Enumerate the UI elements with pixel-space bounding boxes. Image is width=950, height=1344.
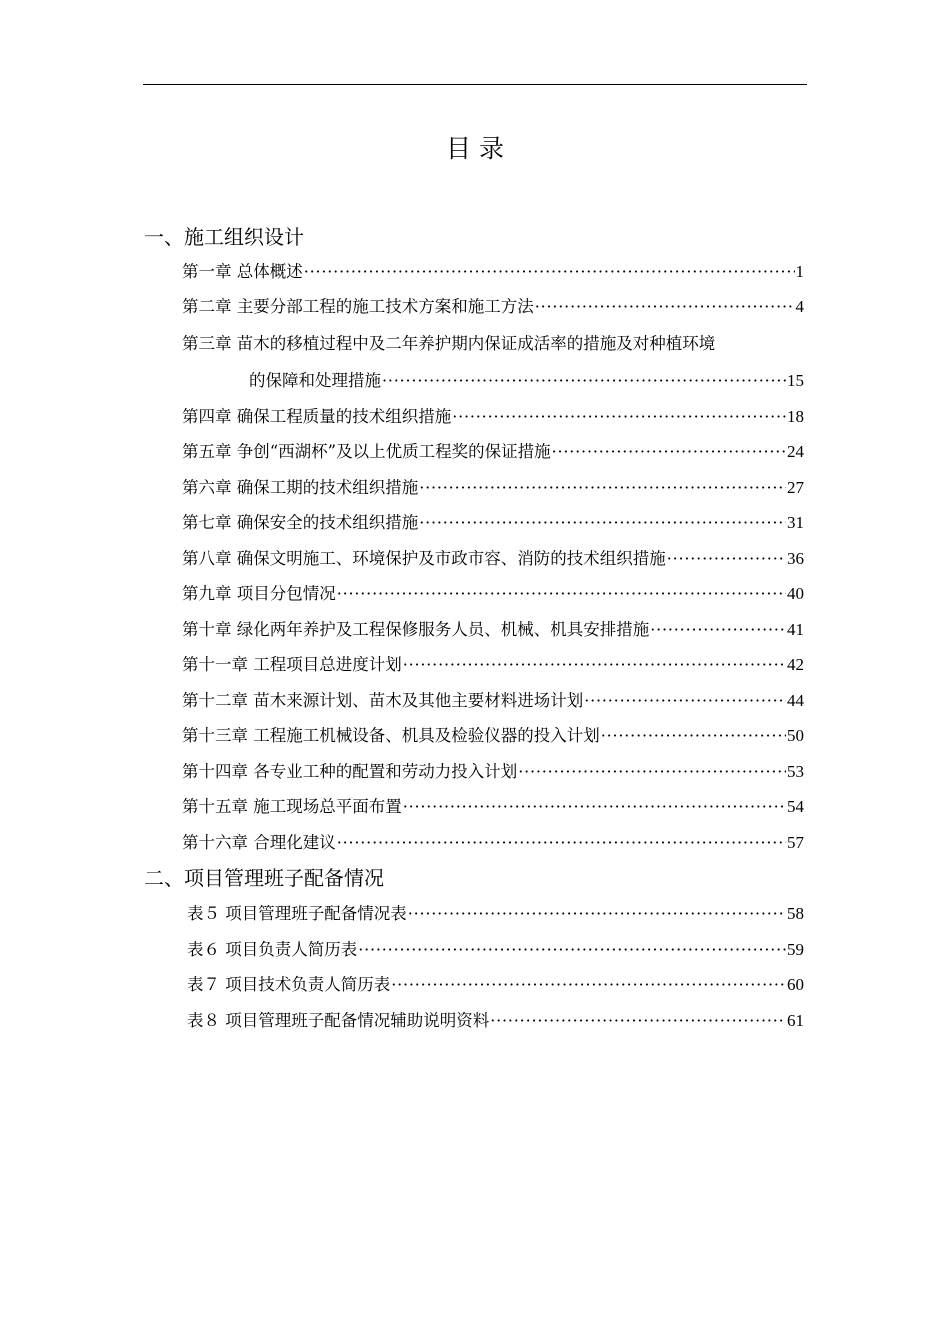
toc-page-number: 50 [787,726,804,745]
toc-entry[interactable] [187,972,804,996]
dot-leader [601,725,786,747]
toc-entry-continuation[interactable] [249,368,804,392]
toc-page-number: 54 [787,797,804,816]
toc-entry[interactable] [187,1008,804,1032]
section-heading-construction-design: 一、施工组织设计 [144,225,304,249]
toc-page-number: 59 [787,940,804,959]
toc-page-number: 57 [787,833,804,852]
toc-page-number: 27 [787,478,804,497]
toc-entry-title: 第六章 确保工期的技术组织措施 [182,478,419,497]
toc-entry-title: 第八章 确保文明施工、环境保护及市政市容、消防的技术组织措施 [182,549,666,568]
toc-entry-title: 表７ 项目技术负责人简历表 [187,975,391,994]
toc-entry-title: 第四章 确保工程质量的技术组织措施 [182,407,452,426]
dot-leader [337,832,786,854]
toc-entry-title: 第一章 总体概述 [182,262,303,281]
toc-entry-title: 第十四章 各专业工种的配置和劳动力投入计划 [182,762,518,781]
toc-page-number: 24 [787,442,804,461]
toc-entry[interactable] [182,759,804,783]
toc-entry[interactable] [182,259,804,283]
dot-leader [419,477,786,499]
toc-entry[interactable] [182,581,804,605]
toc-entry[interactable] [182,546,804,570]
toc-page-number: 31 [787,513,804,532]
dot-leader [552,441,786,463]
toc-entry-title: 第二章 主要分部工程的施工技术方案和施工方法 [182,297,534,316]
dot-leader [667,548,786,570]
dot-leader [408,903,786,925]
toc-entry[interactable] [182,404,804,428]
toc-entry-title: 第九章 项目分包情况 [182,584,336,603]
toc-entry-title: 第五章 争创“西湖杯”及以上优质工程奖的保证措施 [182,442,551,461]
dot-leader [337,583,786,605]
toc-entry[interactable] [182,652,804,676]
toc-entry-title: 第十六章 合理化建议 [182,833,336,852]
dot-leader [358,939,786,961]
toc-page-number: 60 [787,975,804,994]
toc-entry-title: 表８ 项目管理班子配备情况辅助说明资料 [187,1011,490,1030]
toc-entry-title: 第十五章 施工现场总平面布置 [182,797,402,816]
dot-leader [419,512,786,534]
toc-page-number: 18 [787,407,804,426]
toc-entry[interactable] [182,688,804,712]
dot-leader [382,370,786,392]
toc-entry-title: 第十一章 工程项目总进度计划 [182,655,402,674]
section-heading-project-management: 二、项目管理班子配备情况 [144,866,384,890]
toc-page-number: 61 [787,1011,804,1030]
dot-leader [403,796,786,818]
dot-leader [391,974,786,996]
toc-entry[interactable] [187,901,804,925]
toc-page-number: 36 [787,549,804,568]
toc-entry-title-continuation: 的保障和处理措施 [249,371,381,390]
toc-entry-title: 第十三章 工程施工机械设备、机具及检验仪器的投入计划 [182,726,600,745]
dot-leader [490,1010,786,1032]
toc-entry[interactable] [182,439,804,463]
toc-page-number: 41 [787,620,804,639]
toc-page-number: 42 [787,655,804,674]
toc-entry[interactable] [182,331,804,355]
dot-leader [650,619,786,641]
toc-entry[interactable] [182,294,804,318]
toc-page-number: 1 [795,262,804,281]
dot-leader [304,261,795,283]
toc-entry-title: 表５ 项目管理班子配备情况表 [187,904,407,923]
dot-leader [518,761,786,783]
toc-page-number: 44 [787,691,804,710]
toc-entry-title: 表６ 项目负责人简历表 [187,940,358,959]
toc-entry[interactable] [182,830,804,854]
toc-page-number: 40 [787,584,804,603]
toc-page-number: 58 [787,904,804,923]
toc-entry[interactable] [182,510,804,534]
toc-entry[interactable] [182,617,804,641]
dot-leader [535,296,795,318]
toc-page-number: 53 [787,762,804,781]
toc-entry[interactable] [182,723,804,747]
toc-entry-title: 第十二章 苗木来源计划、苗木及其他主要材料进场计划 [182,691,584,710]
toc-page-number: 4 [795,297,804,316]
dot-leader [452,406,786,428]
toc-entry-title: 第七章 确保安全的技术组织措施 [182,513,419,532]
toc-entry[interactable] [182,794,804,818]
header-rule [143,84,807,85]
toc-entry-title: 第三章 苗木的移植过程中及二年养护期内保证成活率的措施及对种植环境 [182,334,716,353]
toc-entry-title: 第十章 绿化两年养护及工程保修服务人员、机械、机具安排措施 [182,620,650,639]
toc-entry[interactable] [182,475,804,499]
toc-page-number: 15 [787,371,804,390]
page-title: 目 录 [446,134,504,163]
toc-entry[interactable] [187,937,804,961]
dot-leader [584,690,786,712]
dot-leader [403,654,786,676]
